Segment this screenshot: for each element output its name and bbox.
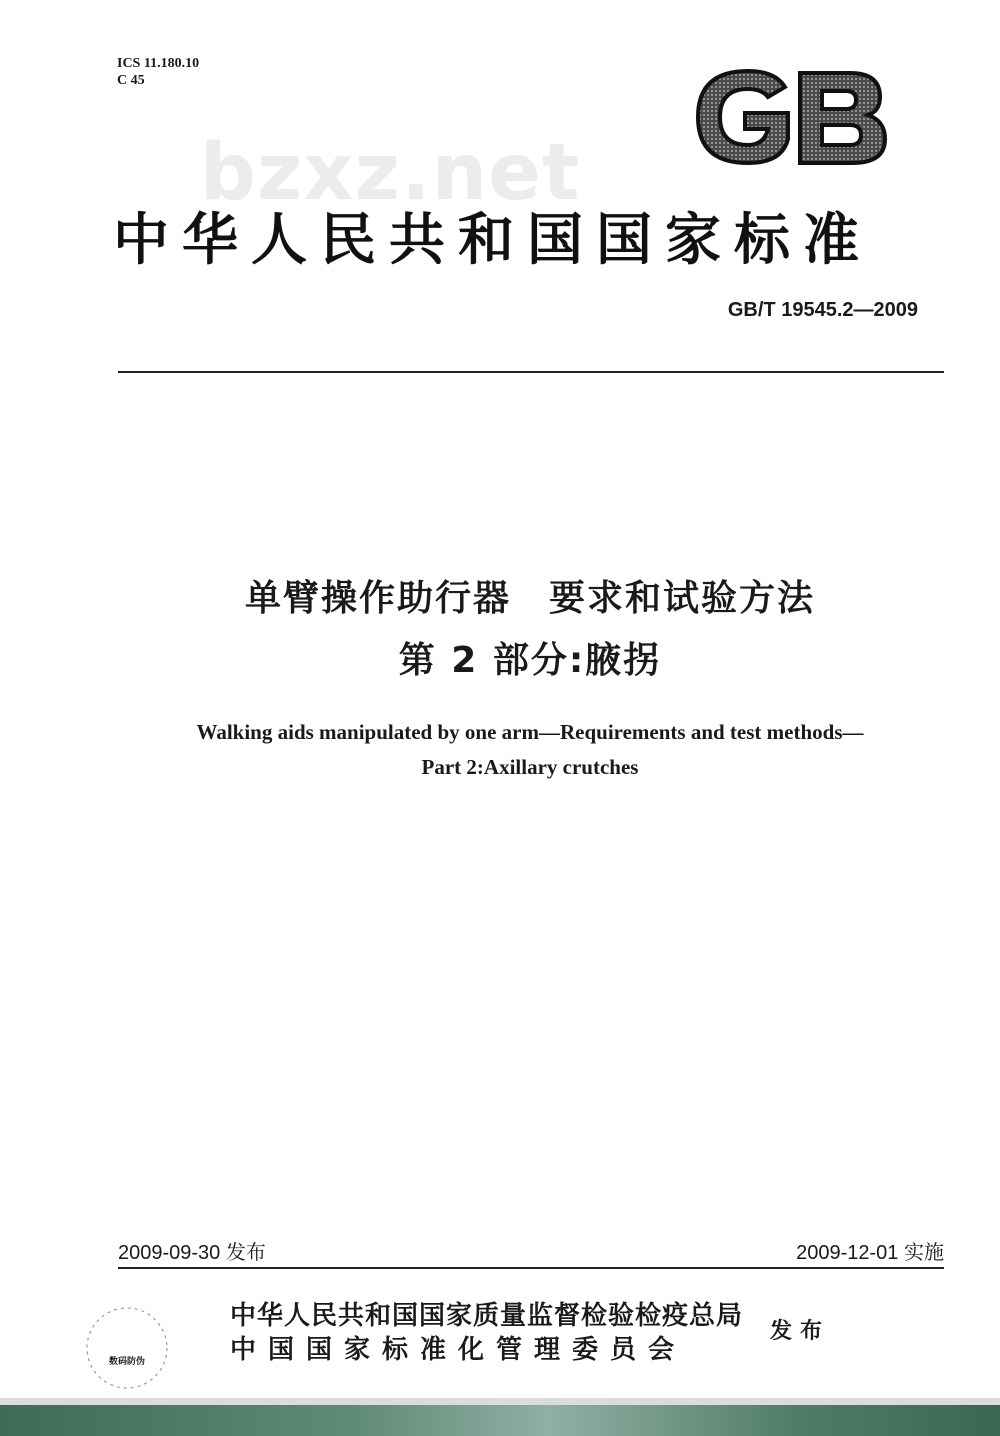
implementation-date: 2009-12-01 实施	[796, 1242, 944, 1264]
header-divider	[118, 371, 944, 373]
footer-divider	[118, 1267, 944, 1269]
seal-text: 数码防伪	[108, 1357, 145, 1367]
english-title-line-1: Walking aids manipulated by one arm—Requirements and test methods—	[196, 720, 864, 744]
gb-logo	[690, 65, 890, 170]
chinese-title-line-1: 单臂操作助行器 要求和试验方法	[244, 578, 815, 619]
watermark: bzxz.net	[200, 128, 581, 218]
ccs-code: C 45	[117, 73, 145, 88]
national-standard-title: 中华人民共和国国家标准	[113, 207, 872, 273]
chinese-title-line-2: 第 2 部分:腋拐	[398, 640, 662, 681]
scan-bottom-band	[0, 1405, 1000, 1436]
classification-codes	[117, 55, 199, 89]
issue-action: 发布	[770, 1319, 831, 1344]
anti-counterfeit-seal	[82, 1303, 172, 1393]
english-title-line-2: Part 2:Axillary crutches	[421, 755, 639, 779]
issuer-line-2: 中国国家标准化管理委员会	[230, 1335, 687, 1365]
ics-code: ICS 11.180.10	[117, 56, 200, 71]
issuer-line-1: 中华人民共和国国家质量监督检验检疫总局	[230, 1301, 744, 1331]
publish-date: 2009-09-30 发布	[118, 1242, 266, 1264]
standard-number: GB/T 19545.2—2009	[727, 299, 918, 321]
